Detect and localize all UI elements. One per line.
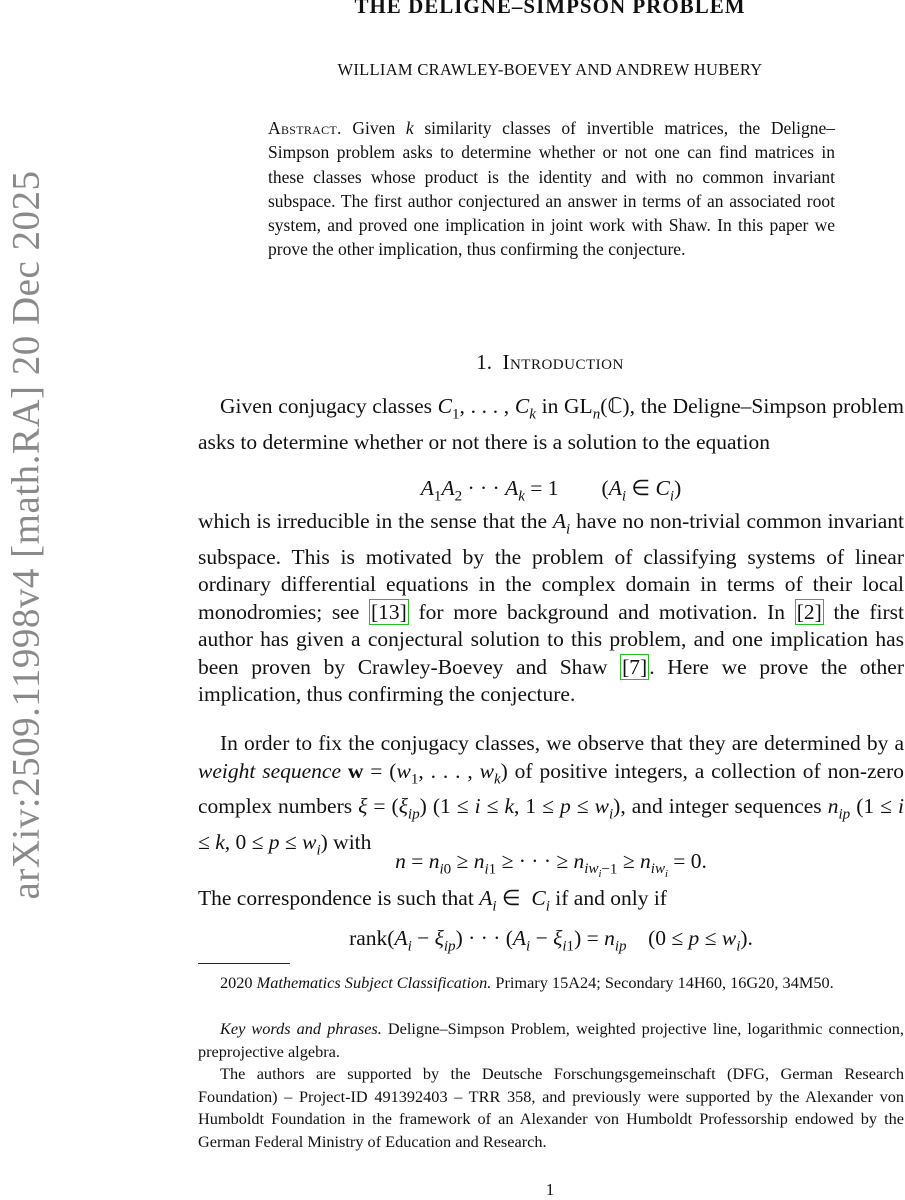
correspondence-text: The correspondence is such that $A_i$ ∈ $C_i$ if and only if bbox=[198, 886, 667, 915]
equation-sequence: $n = n_{i0} \ge n_{i1}$ ≥ · · · ≥ $n_{iw_i-1} \ge n_{iw_i} = 0$. bbox=[395, 849, 707, 881]
abstract: Abstract. Given k similarity classes of invertible matrices, the Deligne–Simpson problem asks to determine whether or not one can find matrices in these classes whose product is the identity and with no common invariant subspace. The first author conjectured an answer in terms of an associated root system, and proved one implication in joint work with Shaw. In this paper we prove the other implication, thus confirming the conjecture. bbox=[268, 118, 835, 260]
paper-title: THE DELIGNE–SIMPSON PROBLEM bbox=[354, 0, 746, 18]
paper-authors: WILLIAM CRAWLEY-BOEVEY AND ANDREW HUBERY bbox=[337, 60, 763, 79]
equation-product: $A_1A_2$ · · · $A_k = 1$ ($A_i$ ∈ $C_i$) bbox=[420, 476, 682, 505]
section-heading: 1. Introduction bbox=[476, 350, 624, 374]
citation-link[interactable]: [2] bbox=[796, 599, 822, 624]
footnote-keywords: Key words and phrases. Deligne–Simpson Problem, weighted projective line, logarithmic connection, preprojective algebra. bbox=[198, 1019, 904, 1061]
equation-rank: $rank(A_i - \xi_{ip})$ · · · $(A_i - \xi_{i1}) = n_{ip}$ $(0 \le p \le w_i)$. bbox=[349, 926, 753, 955]
intro-paragraph-1-cont: which is irreducible in the sense that the $A_i$ have no non-trivial common invariant subspace. This is motivated by the problem of classifying systems of linear ordinary differential equations in the complex domain in terms of their local monodromies; see [13] for more background and motivation. In [2] the first author has given a conjectural solution to this problem, and one implication has been proven by Crawley-Boevey and Shaw [7]. Here we prove the other implication, thus confirming the conjecture. bbox=[198, 509, 905, 707]
citation-link[interactable]: [7] bbox=[622, 654, 648, 679]
footnote-support: The authors are supported by the Deutsche Forschungsgemeinschaft (DFG, German Research Foundation) – Project-ID 491392403 – TRR 358, and previously were supported by the Alexander von Humboldt Foundation in the framework of an Alexander von Humboldt Professorship endowed by the German Federal Ministry of Education and Research. bbox=[198, 1064, 904, 1151]
citation-link[interactable]: [13] bbox=[371, 599, 407, 624]
intro-paragraph-2: In order to fix the conjugacy classes, we observe that they are determined by a weight sequence $w = (w_1$, . . . , $w_k$) of positive integers, a collection of non-zero complex numbers $\xi = (\xi_{ip}) (1 \le i \le k$, $1 \le p \le w_i$), and integer sequences $n_{ip}$ (1 ≤ i ≤ k, $0 \le p \le w_i$) with bbox=[198, 731, 904, 859]
abstract-label: Abstract. bbox=[268, 118, 342, 138]
page-number: 1 bbox=[545, 1180, 555, 1199]
intro-paragraph-1: Given conjugacy classes $C_1$, . . . , $C_k$ in $GL_n(ℂ)$, the Deligne–Simpson problem asks to determine whether or not there is a solution to the equation bbox=[198, 394, 904, 454]
footnote-rule bbox=[198, 963, 290, 964]
arxiv-side-stamp bbox=[3, 155, 49, 915]
arxiv-identifier: arXiv:2509.11998v4 [math.RA] 20 Dec 2025 bbox=[4, 170, 48, 900]
footnote-msc: 2020 Mathematics Subject Classification. Primary 15A24; Secondary 14H60, 16G20, 34M50. bbox=[220, 973, 834, 992]
